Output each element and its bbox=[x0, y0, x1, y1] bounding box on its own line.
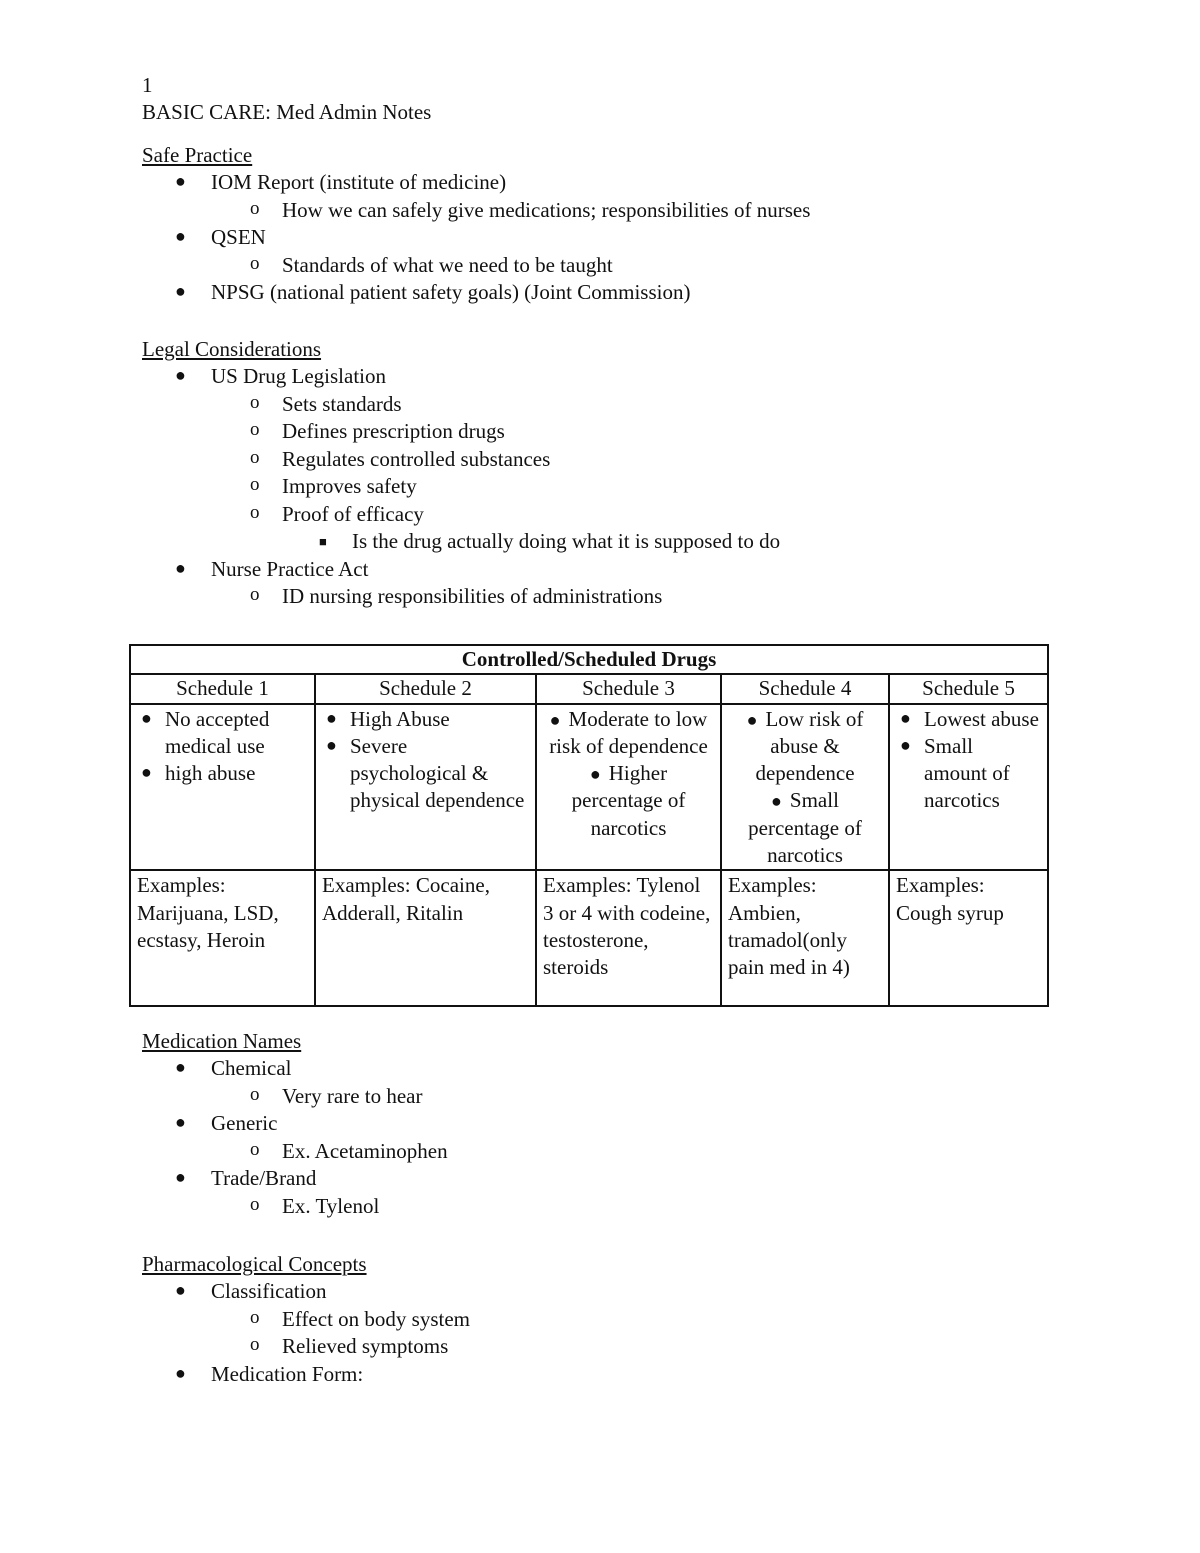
criteria-item bbox=[543, 760, 714, 842]
section-pharmacological-concepts bbox=[142, 1251, 1142, 1388]
list-item-level-2 bbox=[142, 446, 1142, 474]
section-heading: Medication Names bbox=[142, 1029, 302, 1053]
list-item-text: ID nursing responsibilities of administrations bbox=[282, 584, 663, 608]
list-item-text: Nurse Practice Act bbox=[211, 556, 369, 581]
list-item-text: Generic bbox=[211, 1111, 278, 1135]
criteria-item bbox=[896, 733, 1041, 815]
bullet-dot-icon: ● bbox=[175, 1167, 186, 1187]
criteria-item bbox=[137, 760, 308, 787]
bullet-dot-icon: ● bbox=[771, 791, 782, 812]
schedule-criteria-cell bbox=[889, 704, 1048, 871]
list-item-level-2 bbox=[142, 391, 1142, 419]
bullet-dot-icon: ● bbox=[175, 1362, 186, 1383]
list-item-text: Ex. Tylenol bbox=[282, 1193, 380, 1218]
list-item-level-1 bbox=[142, 363, 1142, 391]
criteria-item bbox=[137, 706, 308, 761]
list-item-level-2 bbox=[142, 1193, 1142, 1221]
bullet-dot-icon: ● bbox=[141, 707, 152, 728]
list-item-text: Classification bbox=[211, 1279, 327, 1303]
list-item-text: Sets standards bbox=[282, 391, 402, 416]
list-item-text: Proof of efficacy bbox=[282, 501, 424, 526]
bullet-dot-icon: ● bbox=[900, 707, 911, 728]
list-item-level-1 bbox=[142, 1055, 1142, 1083]
schedule-examples-cell: Examples: Ambien, tramadol(only pain med in 4) bbox=[721, 870, 889, 1006]
schedule-criteria-row bbox=[130, 704, 1048, 871]
list-item-level-2 bbox=[142, 252, 1142, 280]
list-item-text: Very rare to hear bbox=[282, 1083, 423, 1108]
list-item-level-1 bbox=[142, 279, 1142, 307]
schedule-examples-row bbox=[130, 870, 1048, 1006]
list-item-level-1 bbox=[142, 224, 1142, 252]
section-heading: Pharmacological Concepts bbox=[142, 1252, 367, 1276]
section-legal-considerations bbox=[142, 336, 1142, 611]
list-item-text: Trade/Brand bbox=[211, 1166, 317, 1190]
schedule-examples-cell: Examples: Cocaine, Adderall, Ritalin bbox=[315, 870, 536, 1006]
bullet-circle-icon: o bbox=[250, 197, 260, 219]
list-item-text: Standards of what we need to be taught bbox=[282, 252, 613, 277]
criteria-text: Severe psychological & physical dependence bbox=[350, 733, 525, 813]
criteria-text: Small amount of narcotics bbox=[924, 733, 1010, 813]
bullet-dot-icon: ● bbox=[141, 762, 152, 783]
bullet-circle-icon: o bbox=[250, 1083, 260, 1105]
bullet-dot-icon: ● bbox=[175, 171, 186, 191]
bullet-circle-icon: o bbox=[250, 252, 260, 274]
bullet-circle-icon: o bbox=[250, 474, 260, 495]
schedule-header: Schedule 4 bbox=[721, 674, 889, 703]
bullet-dot-icon: ● bbox=[549, 709, 561, 730]
section-heading: Legal Considerations bbox=[142, 337, 322, 361]
criteria-text: High Abuse bbox=[350, 706, 450, 731]
criteria-text: Small percentage of narcotics bbox=[748, 788, 862, 868]
controlled-drugs-table bbox=[129, 644, 1049, 1007]
list-item-text: Medication Form: bbox=[211, 1361, 364, 1386]
schedule-criteria-cell bbox=[315, 704, 536, 871]
list-item-text: Ex. Acetaminophen bbox=[282, 1138, 448, 1163]
list-item-level-2 bbox=[142, 583, 1142, 611]
schedule-criteria-cell bbox=[721, 704, 889, 871]
table-title: Controlled/Scheduled Drugs bbox=[130, 645, 1048, 674]
list-item-text: QSEN bbox=[211, 225, 266, 249]
bullet-circle-icon: o bbox=[250, 584, 260, 605]
schedule-examples-cell: Examples: Tylenol 3 or 4 with codeine, testosterone, steroids bbox=[536, 870, 721, 1006]
bullet-circle-icon: o bbox=[250, 1306, 260, 1328]
list-item-level-1 bbox=[142, 1165, 1142, 1193]
bullet-circle-icon: o bbox=[250, 446, 260, 468]
list-item-level-1 bbox=[142, 1361, 1142, 1389]
bullet-circle-icon: o bbox=[250, 1138, 260, 1160]
list-item-level-1 bbox=[142, 556, 1142, 584]
list-item-level-2 bbox=[142, 473, 1142, 501]
bullet-dot-icon: ● bbox=[175, 1280, 186, 1300]
section-heading: Safe Practice bbox=[142, 143, 253, 167]
schedule-header: Schedule 2 bbox=[315, 674, 536, 703]
criteria-item bbox=[322, 733, 529, 815]
bullet-dot-icon: ● bbox=[175, 1057, 186, 1077]
list-item-text: Effect on body system bbox=[282, 1306, 470, 1331]
list-item-level-2 bbox=[142, 1333, 1142, 1361]
bullet-dot-icon: ● bbox=[175, 281, 186, 301]
list-item-level-3 bbox=[142, 528, 1142, 556]
bullet-circle-icon: o bbox=[250, 391, 260, 413]
schedule-header: Schedule 1 bbox=[130, 674, 315, 703]
list-item-level-1 bbox=[142, 1278, 1142, 1306]
bullet-dot-icon: ● bbox=[175, 1112, 186, 1132]
list-item-level-1 bbox=[142, 1110, 1142, 1138]
list-item-level-2 bbox=[142, 501, 1142, 529]
bullet-dot-icon: ● bbox=[326, 707, 337, 728]
list-item-text: How we can safely give medications; responsibilities of nurses bbox=[282, 197, 811, 222]
bullet-circle-icon: o bbox=[250, 1334, 260, 1355]
list-item-level-1 bbox=[142, 169, 1142, 197]
criteria-text: high abuse bbox=[165, 761, 256, 786]
criteria-text: Low risk of abuse & dependence bbox=[755, 706, 864, 786]
bullet-circle-icon: o bbox=[250, 1193, 260, 1215]
criteria-item bbox=[728, 706, 882, 788]
bullet-dot-icon: ● bbox=[746, 709, 758, 730]
criteria-item bbox=[728, 787, 882, 869]
bullet-circle-icon: o bbox=[250, 501, 260, 523]
schedule-examples-cell: Examples: Cough syrup bbox=[889, 870, 1048, 1006]
list-item-text: NPSG (national patient safety goals) (Joint Commission) bbox=[211, 280, 691, 304]
list-item-text: Relieved symptoms bbox=[282, 1334, 449, 1358]
schedule-header: Schedule 3 bbox=[536, 674, 721, 703]
list-item-level-2 bbox=[142, 1306, 1142, 1334]
criteria-text: Moderate to low risk of dependence bbox=[549, 706, 708, 758]
list-item-text: US Drug Legislation bbox=[211, 364, 386, 388]
criteria-text: Higher percentage of narcotics bbox=[571, 761, 686, 840]
criteria-text: Lowest abuse bbox=[924, 706, 1039, 731]
bullet-dot-icon: ● bbox=[175, 226, 186, 246]
bullet-dot-icon: ● bbox=[900, 734, 911, 755]
list-item-text: Regulates controlled substances bbox=[282, 446, 551, 471]
page-number: 1 bbox=[142, 73, 153, 97]
document-title: BASIC CARE: Med Admin Notes bbox=[142, 100, 432, 124]
schedule-criteria-cell bbox=[536, 704, 721, 871]
list-item-level-2 bbox=[142, 418, 1142, 446]
criteria-item bbox=[896, 706, 1041, 733]
section-safe-practice bbox=[142, 142, 1142, 307]
schedule-criteria-cell bbox=[130, 704, 315, 871]
bullet-dot-icon: ● bbox=[326, 734, 337, 755]
list-item-text: Chemical bbox=[211, 1056, 292, 1080]
schedule-header: Schedule 5 bbox=[889, 674, 1048, 703]
list-item-text: IOM Report (institute of medicine) bbox=[211, 170, 507, 194]
list-item-text: Improves safety bbox=[282, 474, 417, 498]
schedule-examples-cell: Examples: Marijuana, LSD, ecstasy, Heroin bbox=[130, 870, 315, 1006]
section-medication-names bbox=[142, 1028, 1142, 1220]
schedule-header-row bbox=[130, 674, 1048, 703]
list-item-level-2 bbox=[142, 197, 1142, 225]
bullet-dot-icon: ● bbox=[175, 557, 186, 578]
bullet-dot-icon: ● bbox=[175, 365, 186, 385]
criteria-item bbox=[322, 706, 529, 733]
list-item-text: Is the drug actually doing what it is supposed to do bbox=[352, 529, 781, 553]
bullet-circle-icon: o bbox=[250, 419, 260, 440]
list-item-level-2 bbox=[142, 1138, 1142, 1166]
list-item-text: Defines prescription drugs bbox=[282, 419, 505, 443]
bullet-dot-icon: ● bbox=[589, 764, 601, 785]
criteria-item bbox=[543, 706, 714, 761]
criteria-text: No accepted medical use bbox=[165, 706, 270, 758]
list-item-level-2 bbox=[142, 1083, 1142, 1111]
bullet-square-icon: ■ bbox=[319, 534, 327, 549]
